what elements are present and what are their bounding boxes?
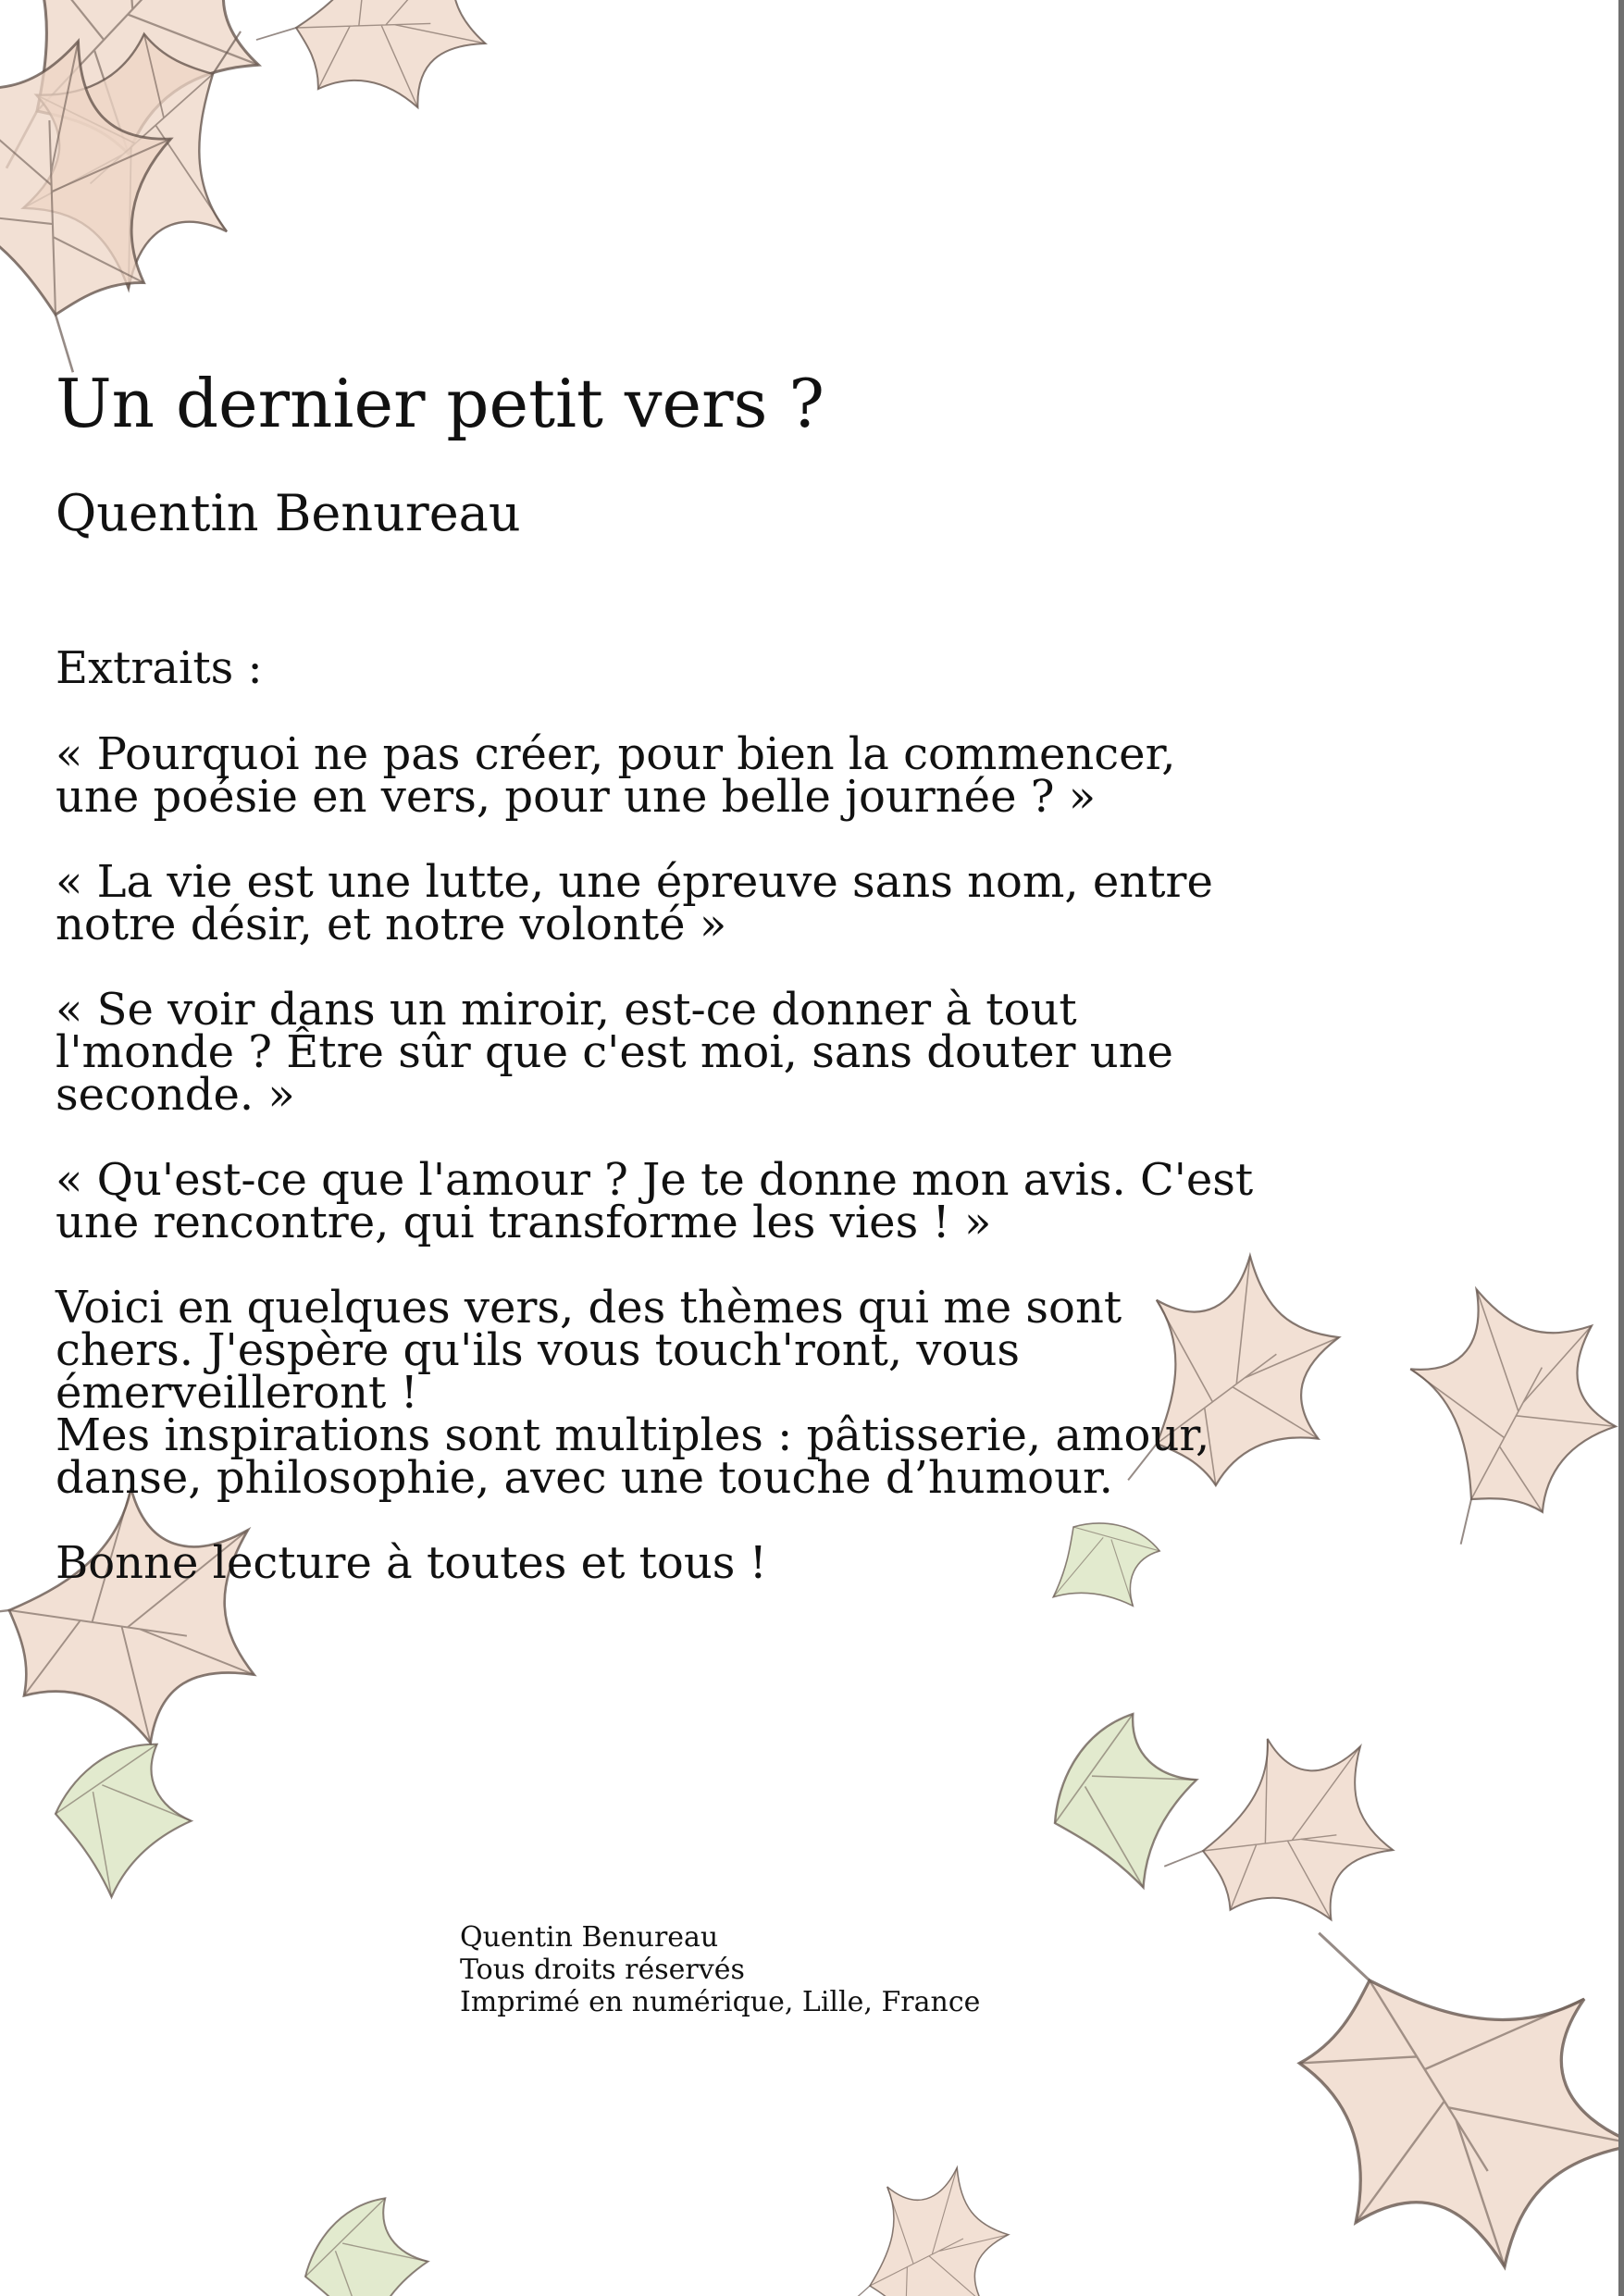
- excerpt-line: une poésie en vers, pour une belle journée ? »: [56, 771, 1097, 823]
- intro-paragraph: [56, 1282, 1221, 1504]
- leaf-icon: [1278, 1885, 1624, 2296]
- leaf-icon: [1026, 1701, 1230, 1910]
- document-body: [56, 365, 1254, 1589]
- excerpt-line: « Se voir dans un miroir, est-ce donner à tout: [56, 984, 1077, 1036]
- excerpt-line: l'monde ? Être sûr que c'est moi, sans douter une: [56, 1026, 1173, 1078]
- intro-line: Mes inspirations sont multiples : pâtisserie, amour,: [56, 1409, 1210, 1461]
- intro-line: Voici en quelques vers, des thèmes qui me sont: [56, 1282, 1122, 1334]
- leaf-icon: [1158, 1706, 1417, 1947]
- leaf-icon: [1342, 1247, 1624, 1565]
- excerpt-line: seconde. »: [56, 1069, 295, 1121]
- page-edge: [1618, 0, 1624, 2296]
- intro-line: chers. J'espère qu'ils vous touch'ront, vous: [56, 1324, 1020, 1376]
- excerpt-line: « Pourquoi ne pas créer, pour bien la commencer,: [56, 728, 1176, 780]
- colophon-author: Quentin Benureau: [460, 1921, 719, 1954]
- leaf-icon: [46, 1739, 202, 1905]
- intro-line: émerveilleront !: [56, 1367, 418, 1419]
- leaf-icon: [835, 2164, 1015, 2296]
- colophon: [460, 1921, 980, 2018]
- excerpt-1: [56, 728, 1221, 823]
- excerpt-line: « Qu'est-ce que l'amour ? Je te donne mon avis. C'est: [56, 1154, 1254, 1206]
- colophon-rights: Tous droits réservés: [460, 1954, 745, 1986]
- excerpt-line: une rencontre, qui transforme les vies ! »: [56, 1197, 992, 1248]
- closing-text: Bonne lecture à toutes et tous !: [56, 1537, 767, 1589]
- colophon-printed: Imprimé en numérique, Lille, France: [460, 1986, 981, 2018]
- excerpts-label: Extraits :: [56, 642, 263, 694]
- excerpt-4: [56, 1154, 1254, 1248]
- excerpt-line: « La vie est une lutte, une épreuve sans nom, entre: [56, 856, 1213, 908]
- closing-line: [56, 1537, 1221, 1589]
- excerpt-2: [56, 856, 1221, 950]
- excerpt-3: [56, 984, 1221, 1121]
- page-title: Un dernier petit vers ?: [56, 365, 824, 442]
- author-name: Quentin Benureau: [56, 484, 521, 542]
- excerpt-line: notre désir, et notre volonté »: [56, 899, 727, 950]
- leaf-icon: [248, 0, 517, 137]
- leaf-icon: [289, 2191, 447, 2296]
- intro-line: danse, philosophie, avec une touche d’humour.: [56, 1452, 1113, 1504]
